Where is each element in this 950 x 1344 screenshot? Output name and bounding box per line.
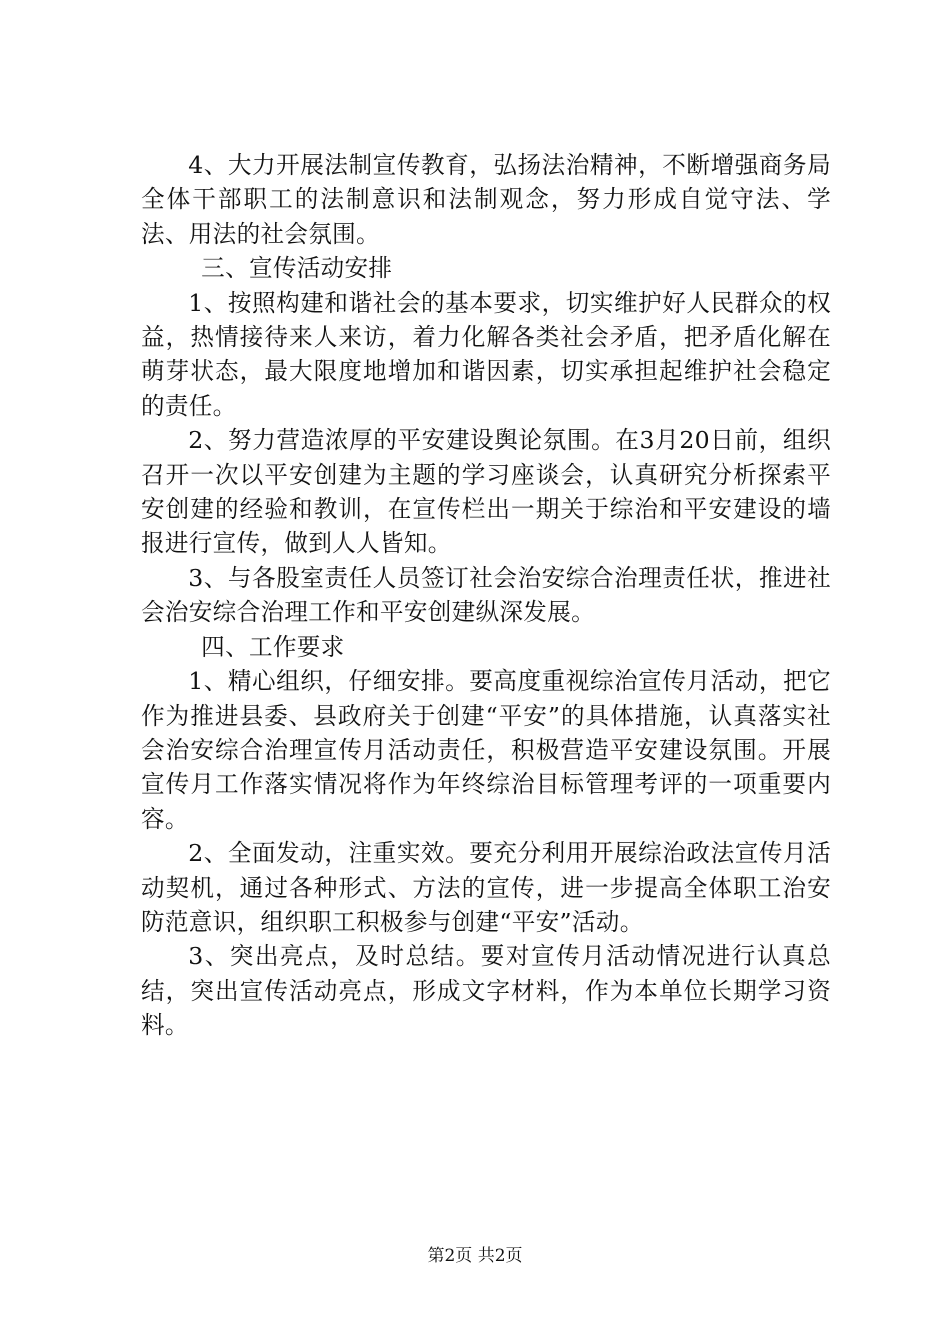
- paragraph-3-responsibility: 3、与各股室责任人员签订社会治安综合治理责任状，推进社会治安综合治理工作和平安创建纵深发展。: [141, 563, 831, 627]
- document-body: [141, 148, 831, 1043]
- paragraph-1-harmony: 1、按照构建和谐社会的基本要求，切实维护好人民群众的权益，热情接待来人来访，着力化解各类社会矛盾，把矛盾化解在萌芽状态，最大限度地增加和谐因素，切实承担起维护社会稳定的责任。: [141, 288, 831, 420]
- section-heading-4: 四、工作要求: [201, 632, 345, 661]
- paragraph-3-summarize: 3、突出亮点，及时总结。要对宣传月活动情况进行认真总结，突出宣传活动亮点，形成文字材料，作为本单位长期学习资料。: [141, 942, 831, 1040]
- paragraph-2-atmosphere: 2、努力营造浓厚的平安建设舆论氛围。在3月20日前，组织召开一次以平安创建为主题的学习座谈会，认真研究分析探索平安创建的经验和教训，在宣传栏出一期关于综治和平安建设的墙报进行宣传，做到人人皆知。: [141, 426, 831, 558]
- paragraph-1-organize: 1、精心组织，仔细安排。要高度重视综治宣传月活动，把它作为推进县委、县政府关于创建“平安”的具体措施，认真落实社会治安综合治理宣传月活动责任，积极营造平安建设氛围。开展宣传月工作落实情况将作为年终综治目标管理考评的一项重要内容。: [141, 667, 831, 833]
- section-heading-3: 三、宣传活动安排: [201, 254, 393, 283]
- page-number-footer: 第2页 共2页: [427, 1246, 523, 1266]
- paragraph-4-legal-education: 4、大力开展法制宣传教育，弘扬法治精神，不断增强商务局全体干部职工的法制意识和法制观念，努力形成自觉守法、学法、用法的社会氛围。: [141, 151, 831, 248]
- paragraph-2-mobilize: 2、全面发动，注重实效。要充分利用开展综治政法宣传月活动契机，通过各种形式、方法的宣传，进一步提高全体职工治安防范意识，组织职工积极参与创建“平安”活动。: [141, 839, 831, 936]
